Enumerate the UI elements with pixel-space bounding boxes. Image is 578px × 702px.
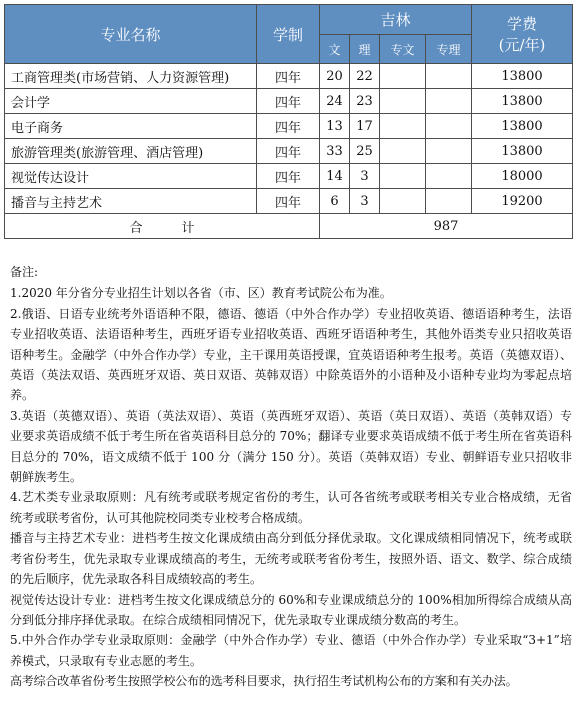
cell-wen: 14 — [320, 164, 350, 189]
cell-duration: 四年 — [257, 139, 320, 164]
header-region-jilin: 吉林 — [320, 5, 472, 35]
cell-zhuanwen — [380, 164, 426, 189]
cell-duration: 四年 — [257, 189, 320, 214]
cell-major-name: 播音与主持艺术 — [5, 189, 257, 214]
header-duration: 学制 — [257, 5, 320, 64]
cell-li: 25 — [350, 139, 380, 164]
cell-tuition: 13800 — [472, 114, 573, 139]
cell-zhuanwen — [380, 64, 426, 89]
cell-wen: 24 — [320, 89, 350, 114]
header-track-li: 理 — [350, 35, 380, 64]
table-row — [5, 64, 573, 89]
cell-major-name: 电子商务 — [5, 114, 257, 139]
cell-duration: 四年 — [257, 114, 320, 139]
cell-li: 3 — [350, 189, 380, 214]
header-tuition-line2: (元/年) — [498, 36, 546, 54]
cell-duration: 四年 — [257, 89, 320, 114]
cell-tuition: 13800 — [472, 139, 573, 164]
cell-major-name: 工商管理类(市场营销、人力资源管理) — [5, 64, 257, 89]
cell-zhuanli — [426, 164, 472, 189]
table-row — [5, 164, 573, 189]
header-tuition — [472, 5, 573, 64]
total-row — [5, 214, 573, 239]
cell-wen: 20 — [320, 64, 350, 89]
header-track-wen: 文 — [320, 35, 350, 64]
note-item: 视觉传达设计专业：进档考生按文化课成绩总分的 60%和专业课成绩总分的 100%相加所得综合成绩从高分到低分排序择优录取。在综合成绩相同情况下，优先录取专业课成绩分数高的考生。 — [10, 592, 572, 627]
cell-tuition: 18000 — [472, 164, 573, 189]
table-row — [5, 139, 573, 164]
header-major-name: 专业名称 — [5, 5, 257, 64]
note-item: 5.中外合作办学专业录取原则：金融学（中外合作办学）专业、德语（中外合作办学）专业采取“3+1”培养模式，只录取有专业志愿的考生。 — [10, 633, 572, 668]
cell-li: 22 — [350, 64, 380, 89]
cell-zhuanwen — [380, 189, 426, 214]
cell-zhuanli — [426, 139, 472, 164]
notes-section — [10, 262, 572, 692]
cell-wen: 13 — [320, 114, 350, 139]
cell-duration: 四年 — [257, 64, 320, 89]
table-row — [5, 114, 573, 139]
cell-duration: 四年 — [257, 164, 320, 189]
cell-wen: 6 — [320, 189, 350, 214]
header-tuition-line1: 学费 — [507, 15, 538, 33]
cell-major-name: 视觉传达设计 — [5, 164, 257, 189]
header-track-zhuanli: 专理 — [426, 35, 472, 64]
total-value: 987 — [320, 214, 573, 239]
note-item: 1.2020 年分省分专业招生计划以各省（市、区）教育考试院公布为准。 — [10, 286, 392, 301]
header-track-zhuanwen: 专文 — [380, 35, 426, 64]
notes-label: 备注: — [10, 265, 39, 279]
cell-li: 3 — [350, 164, 380, 189]
table-row — [5, 89, 573, 114]
enrollment-plan-table — [4, 4, 573, 239]
note-item: 高考综合改革省份考生按照学校公布的选考科目要求，执行招生考试机构公布的方案和有关办法。 — [10, 674, 518, 689]
cell-zhuanwen — [380, 139, 426, 164]
cell-tuition: 13800 — [472, 89, 573, 114]
cell-zhuanwen — [380, 114, 426, 139]
cell-tuition: 13800 — [472, 64, 573, 89]
table-row — [5, 189, 573, 214]
cell-major-name: 旅游管理类(旅游管理、酒店管理) — [5, 139, 257, 164]
cell-zhuanwen — [380, 89, 426, 114]
cell-li: 17 — [350, 114, 380, 139]
cell-zhuanli — [426, 64, 472, 89]
cell-zhuanli — [426, 89, 472, 114]
cell-zhuanli — [426, 189, 472, 214]
cell-tuition: 19200 — [472, 189, 573, 214]
cell-zhuanli — [426, 114, 472, 139]
note-item: 播音与主持艺术专业：进档考生按文化课成绩由高分到低分择优录取。文化课成绩相同情况下，统考或联考省份考生，优先录取专业课成绩高的考生，无统考或联考省份考生，按照外语、语文、数学、综合成绩的先后顺序，优先录取各科目成绩较高的考生。 — [10, 531, 572, 587]
note-item: 4.艺术类专业录取原则：凡有统考或联考规定省份的考生，认可各省统考或联考相关专业合格成绩，无省统考或联考省份，认可其他院校同类专业校考合格成绩。 — [10, 490, 572, 525]
total-label: 合 计 — [5, 214, 320, 239]
cell-wen: 33 — [320, 139, 350, 164]
cell-li: 23 — [350, 89, 380, 114]
note-item: 3.英语（英德双语）、英语（英法双语）、英语（英西班牙双语）、英语（英日双语）、英语（英韩双语）专业要求英语成绩不低于考生所在省英语科目总分的 70%；翻译专业要求英语成绩不低于考生所在省英语科目总分的 70%，语文成绩不低于 100 分（满分 150 分）。英语（英韩双语）专业、朝鲜语专业只招收非朝鲜族考生。 — [10, 408, 572, 485]
note-item: 2.俄语、日语专业统考外语语种不限，德语、德语（中外合作办学）专业招收英语、德语语种考生，法语专业招收英语、法语语种考生，西班牙语专业招收英语、西班牙语语种考生，其他外语类专业只招收英语语种考生。金融学（中外合作办学）专业，主干课用英语授课，宜英语语种考生报考。英语（英德双语）、英语（英法双语、英西班牙双语、英日双语、英韩双语）中除英语外的小语种及小语种专业均为零起点培养。 — [10, 306, 572, 403]
cell-major-name: 会计学 — [5, 89, 257, 114]
